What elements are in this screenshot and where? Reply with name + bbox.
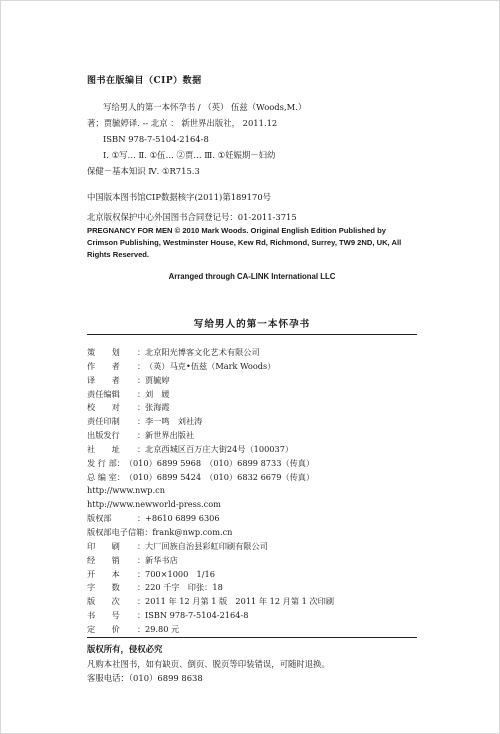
colophon-colon: ： <box>137 416 146 427</box>
colophon-value: 220 千字 印张：18 <box>145 582 223 593</box>
colophon-colon: ： <box>137 554 146 565</box>
colophon-value: 北京西城区百万庄大街24号（100037） <box>145 443 294 454</box>
notice-block <box>87 642 417 686</box>
arranged-through: Arranged through CA-LINK International LLC <box>168 272 336 281</box>
colophon-value: 新华书店 <box>145 554 178 565</box>
colophon-row <box>87 374 417 388</box>
colophon-label: 作 者 <box>87 360 120 371</box>
cip-number: 中国版本图书馆CIP数据核字(2011)第189170号 <box>87 192 272 202</box>
colophon-value: +8610 6899 6306 <box>145 513 220 524</box>
colophon-label: 版 次 <box>87 596 120 607</box>
colophon-row <box>87 346 417 360</box>
cip-line-3: ISBN 978-7-5104-2164-8 <box>103 134 209 144</box>
colophon-value: （010）6899 5968 （010）6899 8733（传真） <box>124 457 315 468</box>
colophon-label: 责任编辑 <box>87 388 120 399</box>
colophon-value: frank@nwp.com.cn <box>152 526 233 537</box>
colophon-row <box>87 623 417 637</box>
colophon-colon: ： <box>137 443 146 454</box>
colophon-value: 李一鸣 刘社涛 <box>145 416 203 427</box>
colophon-colon: ： <box>137 430 146 441</box>
colophon-label: 译 者 <box>87 374 120 385</box>
colophon-colon: ： <box>137 610 146 621</box>
colophon-value: 张海霞 <box>145 402 170 413</box>
colophon-row <box>87 526 417 540</box>
colophon-value: 大厂回族自治县彩虹印刷有限公司 <box>145 540 268 551</box>
cip-line-4: Ⅰ. ①写… Ⅱ. ①伍… ②贾… Ⅲ. ①妊娠期－妇幼 <box>103 150 276 160</box>
colophon-colon: ： <box>137 347 146 357</box>
return-policy: 凡购本社图书，如有缺页、倒页、脱页等印装错误，可随时退换。 <box>87 658 330 669</box>
colophon-row <box>87 457 417 471</box>
colophon-colon: ： <box>137 582 146 593</box>
colophon-row <box>87 401 417 415</box>
rights-reserved: 版权所有，侵权必究 <box>87 644 163 654</box>
colophon-row <box>87 540 417 554</box>
colophon-colon: ： <box>137 374 146 385</box>
colophon-row <box>87 360 417 374</box>
book-title: 写给男人的第一本怀孕书 <box>193 319 311 330</box>
colophon-colon: ： <box>137 568 146 579</box>
colophon-value: 新世界出版社 <box>145 430 195 441</box>
colophon-label: 定 价 <box>87 623 120 634</box>
colophon-row <box>87 512 417 526</box>
colophon-colon: ： <box>116 457 125 468</box>
colophon-colon: ： <box>137 388 146 399</box>
colophon-label: 经 销 <box>87 554 120 565</box>
cip-block <box>87 73 417 285</box>
divider-bottom <box>87 637 417 638</box>
colophon-label: 社 址 <box>87 443 120 454</box>
colophon-colon: ： <box>144 526 153 537</box>
cip-heading: 图书在版编目（CIP）数据 <box>87 76 202 86</box>
colophon-table <box>87 346 417 637</box>
colophon-label: 校 对 <box>87 402 120 413</box>
colophon-label: 字 数 <box>87 582 120 593</box>
colophon-row <box>87 443 417 457</box>
colophon-label: 版权部电子信箱 <box>87 526 145 537</box>
colophon-row <box>87 484 417 498</box>
colophon-value: ISBN 978-7-5104-2164-8 <box>145 610 249 621</box>
colophon-colon: ： <box>116 471 125 482</box>
colophon-label: 印 刷 <box>87 540 120 551</box>
colophon-value: http://www.nwp.cn <box>87 485 166 496</box>
colophon-value: 29.80 元 <box>145 623 180 634</box>
colophon-row <box>87 471 417 485</box>
colophon-label: 责任印制 <box>87 416 120 427</box>
colophon-value: 700×1000 1/16 <box>145 568 215 579</box>
colophon-colon: ： <box>137 623 146 634</box>
colophon-value: http://www.newworld-press.com <box>87 499 221 510</box>
colophon-colon: ： <box>137 596 146 607</box>
colophon-colon: ： <box>137 540 146 551</box>
copyright-registration: 北京版权保护中心外国图书合同登记号：01-2011-3715 <box>87 212 297 222</box>
colophon-row <box>87 595 417 609</box>
colophon-value: 2011 年 12 月第 1 版 2011 年 12 月第 1 次印刷 <box>145 596 335 607</box>
colophon-row <box>87 415 417 429</box>
colophon-label: 发 行 部 <box>87 457 117 468</box>
colophon-row <box>87 388 417 402</box>
colophon-row <box>87 429 417 443</box>
colophon-label: 策 划 <box>87 347 120 357</box>
colophon-label: 总 编 室 <box>87 471 117 482</box>
colophon-row <box>87 609 417 623</box>
cip-line-1: 写给男人的第一本怀孕书 / （英） 伍兹（Woods,M.） <box>103 102 307 112</box>
colophon-row <box>87 554 417 568</box>
colophon-value: （010）6899 5424 （010）6832 6679（传真） <box>124 471 315 482</box>
colophon-label: 开 本 <box>87 568 120 579</box>
colophon-value: 贾毓婷 <box>145 374 170 385</box>
colophon-label: 版权部 <box>87 513 112 524</box>
customer-service: 客服电话：（010）6899 8638 <box>87 673 203 683</box>
cip-line-2: 著；贾毓婷译. -- 北京 ： 新世界出版社， 2011.12 <box>87 118 278 128</box>
divider-top <box>87 334 417 335</box>
english-copyright: PREGNANCY FOR MEN © 2010 Mark Woods. Original English Edition Published by Crimson Publishing, Westminster House, Kew Rd, Richmond, Surrey, TW9 2ND, UK, All Rights Reserved. <box>87 226 402 259</box>
colophon-row <box>87 568 417 582</box>
cip-line-5: 保健－基本知识 Ⅳ. ①R715.3 <box>87 166 200 176</box>
colophon-value: 北京阳光博客文化艺术有限公司 <box>145 347 260 357</box>
colophon-label: 出版发行 <box>87 430 120 441</box>
colophon-label: 书 号 <box>87 610 120 621</box>
colophon-colon: ： <box>137 513 146 524</box>
colophon-row <box>87 498 417 512</box>
colophon-value: 刘 媛 <box>145 388 170 399</box>
colophon-row <box>87 581 417 595</box>
colophon-value: （英）马克•伍兹（Mark Woods） <box>145 360 276 371</box>
colophon-colon: ： <box>137 360 146 371</box>
colophon-colon: ： <box>137 402 146 413</box>
